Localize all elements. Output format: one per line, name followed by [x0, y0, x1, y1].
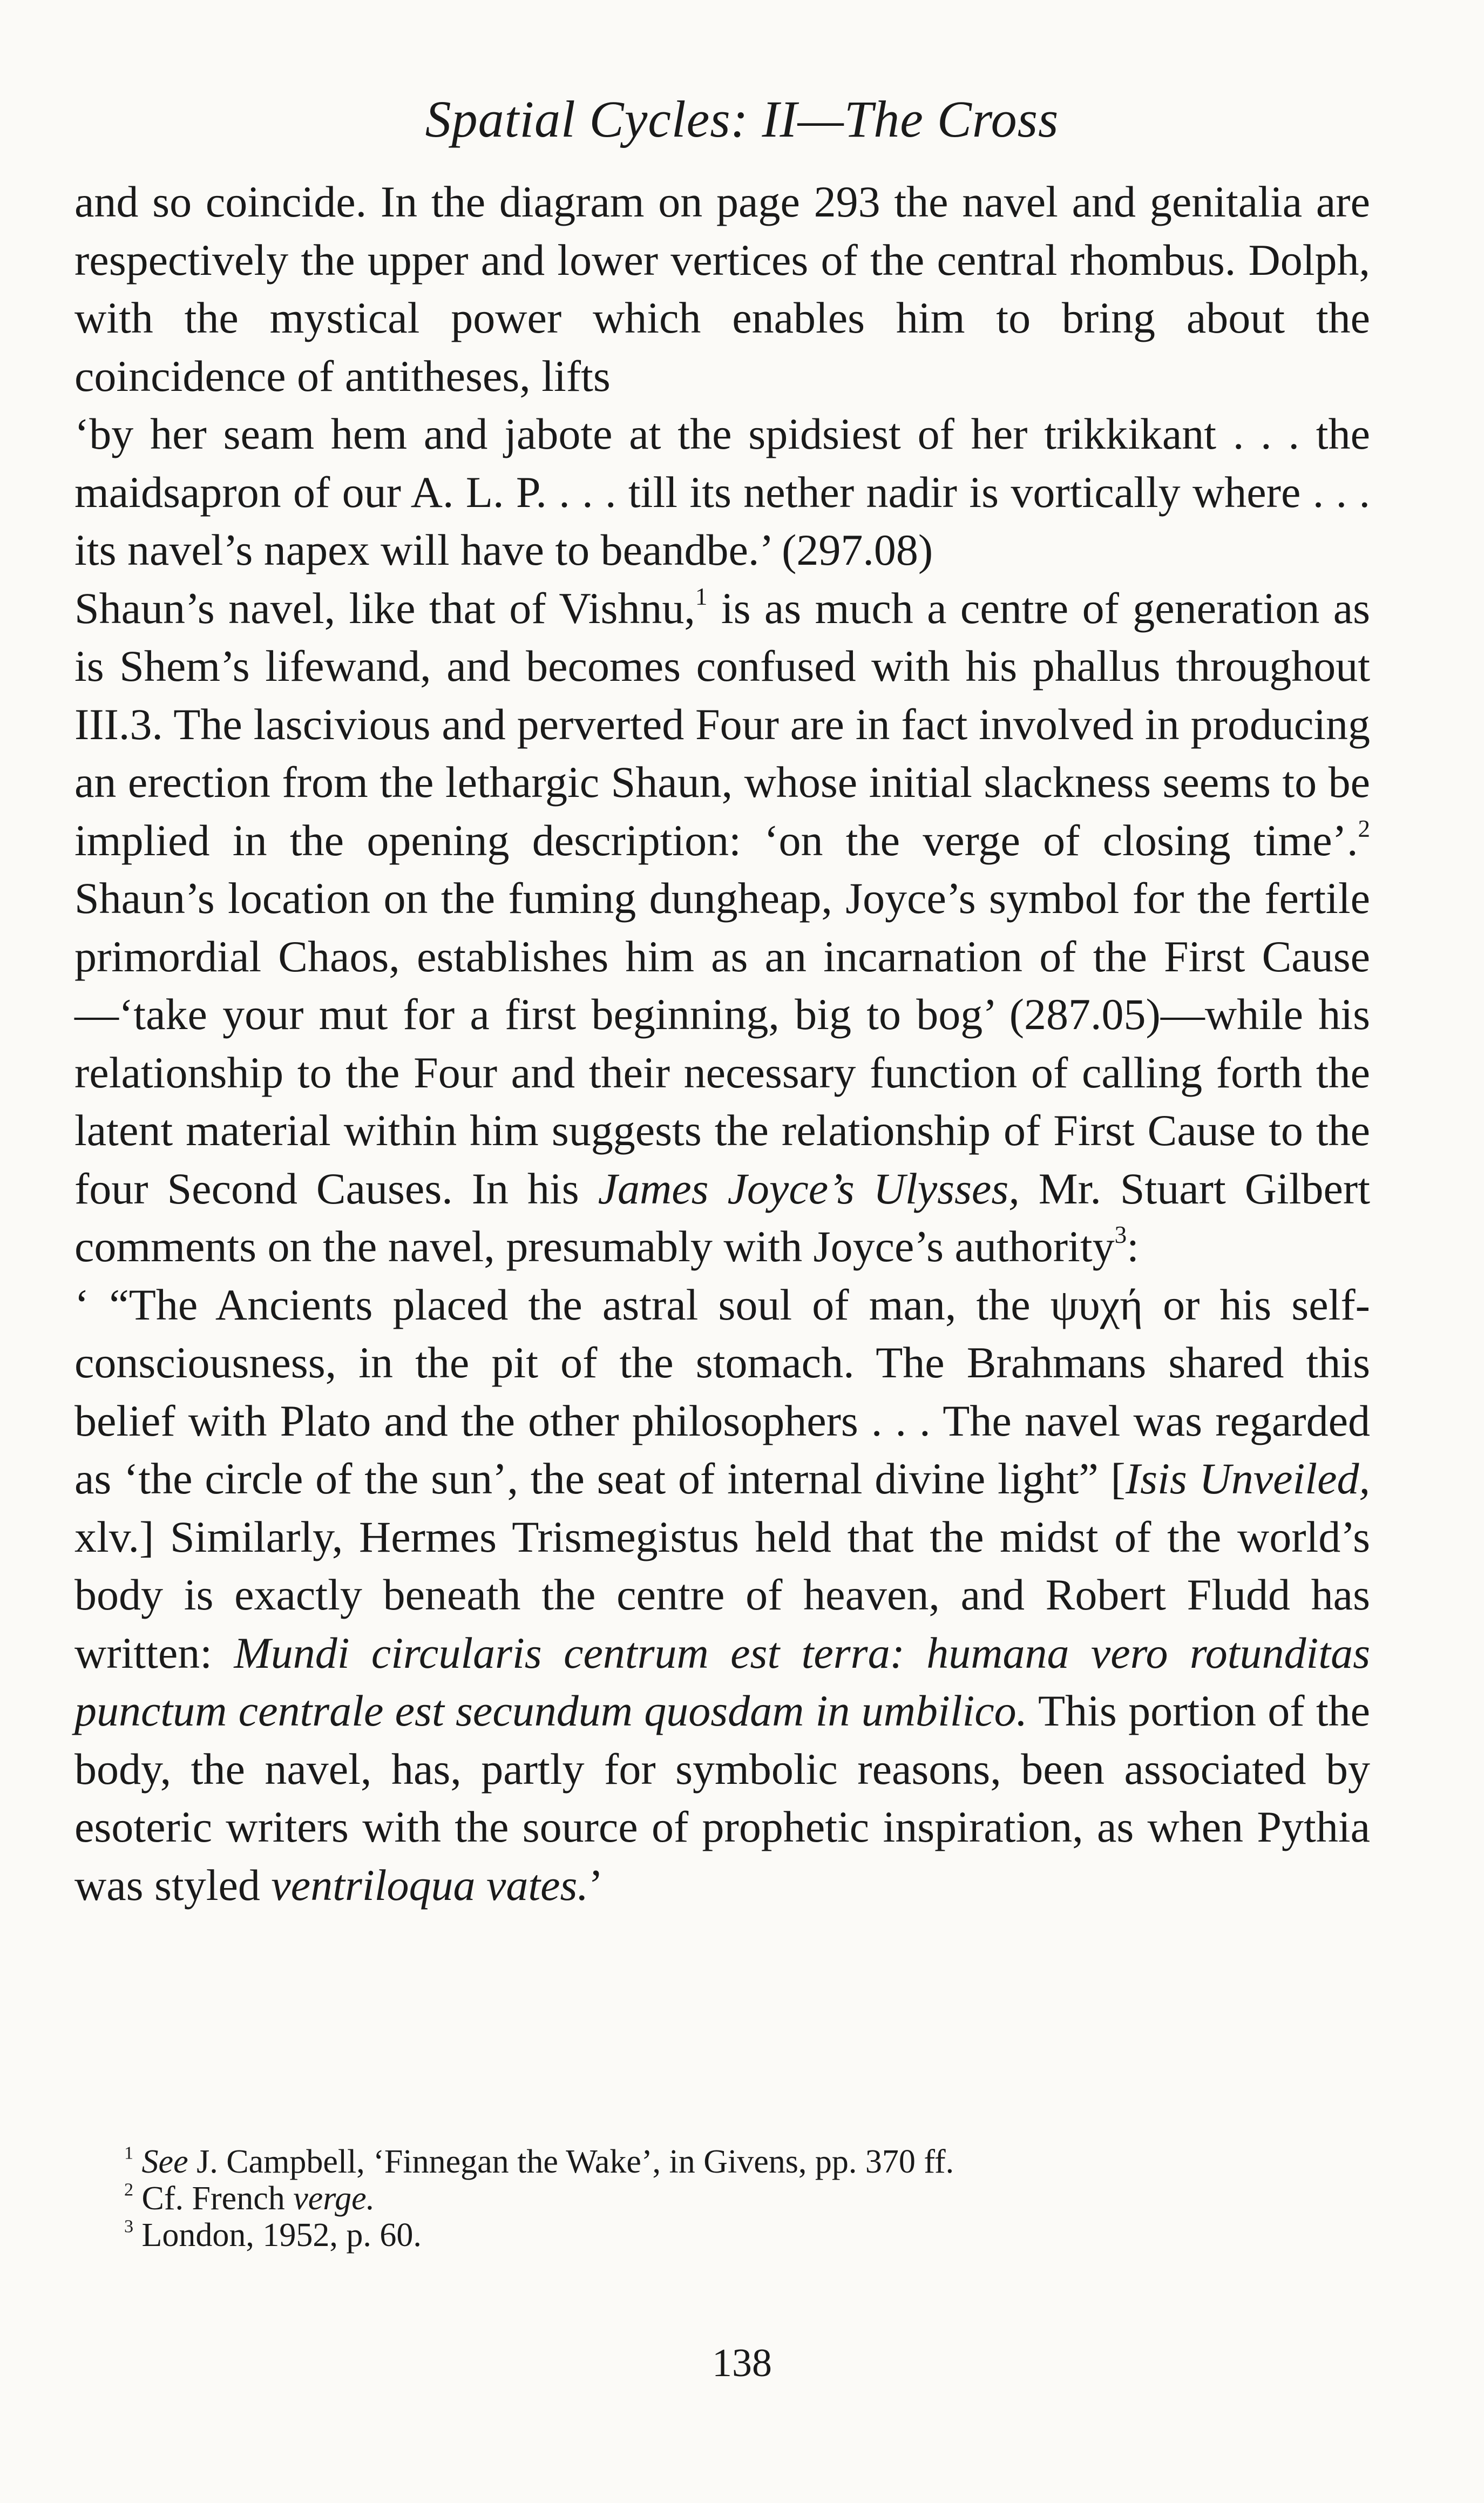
running-head: Spatial Cycles: II—The Cross: [425, 90, 1059, 148]
footnote-number: 3: [124, 2216, 134, 2237]
italic-span: Isis Unveiled,: [1125, 1454, 1370, 1503]
italic-span: See: [141, 2143, 188, 2180]
text-span: Mr. Stuart Gilbert comments on the navel, presumably with Joyce’s authority: [74, 1163, 1370, 1271]
page-number: 138: [712, 2341, 772, 2385]
footnote-marker: 1: [695, 583, 708, 610]
text-span: Cf. French: [141, 2180, 294, 2217]
footnote: [124, 2180, 1339, 2217]
text-span: Shaun’s location on the fuming dungheap, Joyce’s symbol for the fertile primordial Chaos, establishes him as an incarnation of the First Cause—‘take your mut for a first beginning, big to bog’ (287.05)—while his relationship to the Four and their necessary function of calling forth the latent material within him suggests the relationship of First Cause to the four Second Causes. In his: [74, 874, 1370, 1213]
text-span: xlv.] Similarly, Hermes Trismegistus held that the midst of the world’s body is exactly beneath the centre of heaven, and Robert Fludd has written:: [74, 1512, 1370, 1677]
footnote-marker: 2: [1358, 815, 1370, 842]
text-span: :: [1127, 1222, 1139, 1271]
text-span: J. Campbell, ‘Finnegan the Wake’, in Givens, pp. 370 ff.: [188, 2143, 954, 2180]
italic-span: James Joyce’s Ulysses,: [598, 1163, 1020, 1213]
footnote: [124, 2217, 1339, 2254]
footnote-number: 1: [124, 2143, 134, 2163]
italic-span: verge.: [293, 2180, 375, 2217]
block-quote: [74, 405, 1370, 579]
text-span: This portion of the body, the navel, has, partly for symbolic reasons, been associated by esoteric writers with the source of prophetic inspiration, as when Pythia was styled: [74, 1686, 1371, 1910]
block-quote: [74, 1276, 1370, 1915]
italic-span: ventriloqua vates.: [271, 1860, 588, 1910]
paragraph: [74, 579, 1370, 1276]
italic-span: Mundi circularis centrum est terra: humana vero rotunditas punctum centrale est secundum quosdam in umbilico.: [74, 1628, 1370, 1735]
paragraph: [74, 173, 1370, 405]
footnote: [124, 2143, 1339, 2180]
text-span: ‘by her seam hem and jabote at the spidsiest of her trikkikant . . . the maidsapron of our A. L. P. . . . till its nether nadir is vortically where . . . its navel’s napex will have to beandbe.’ (297.08): [74, 409, 1370, 574]
text-span: London, 1952, p. 60.: [141, 2217, 422, 2254]
text-span: and so coincide. In the diagram on page 293 the navel and genitalia are respectively the upper and lower vertices of the central rhombus. Dolph, with the mystical power which enables him to bring about the coincidence of antitheses, lifts: [74, 177, 1370, 401]
text-span: Shaun’s navel, like that of Vishnu,: [74, 583, 695, 633]
text-span: ’: [588, 1860, 604, 1910]
text-span: is as much a centre of generation as is Shem’s lifewand, and becomes confused with his phallus throughout III.3. The lascivious and perverted Four are in fact involved in producing an erection from the lethargic Shaun, whose initial slackness seems to be implied in the opening description: ‘on the verge of closing time’.: [74, 583, 1371, 865]
footnote-number: 2: [124, 2180, 134, 2200]
text-span: ‘ “The Ancients placed the astral soul of man, the ψυχή or his self-consciousness, in the pit of the stomach. The Brahmans shared this belief with Plato and the other philosophers . . . The navel was regarded as ‘the circle of the sun’, the seat of internal divine light” [: [74, 1280, 1370, 1503]
footnotes: [124, 2143, 1339, 2254]
body-text: [74, 173, 1370, 1914]
footnote-marker: 3: [1114, 1221, 1127, 1249]
